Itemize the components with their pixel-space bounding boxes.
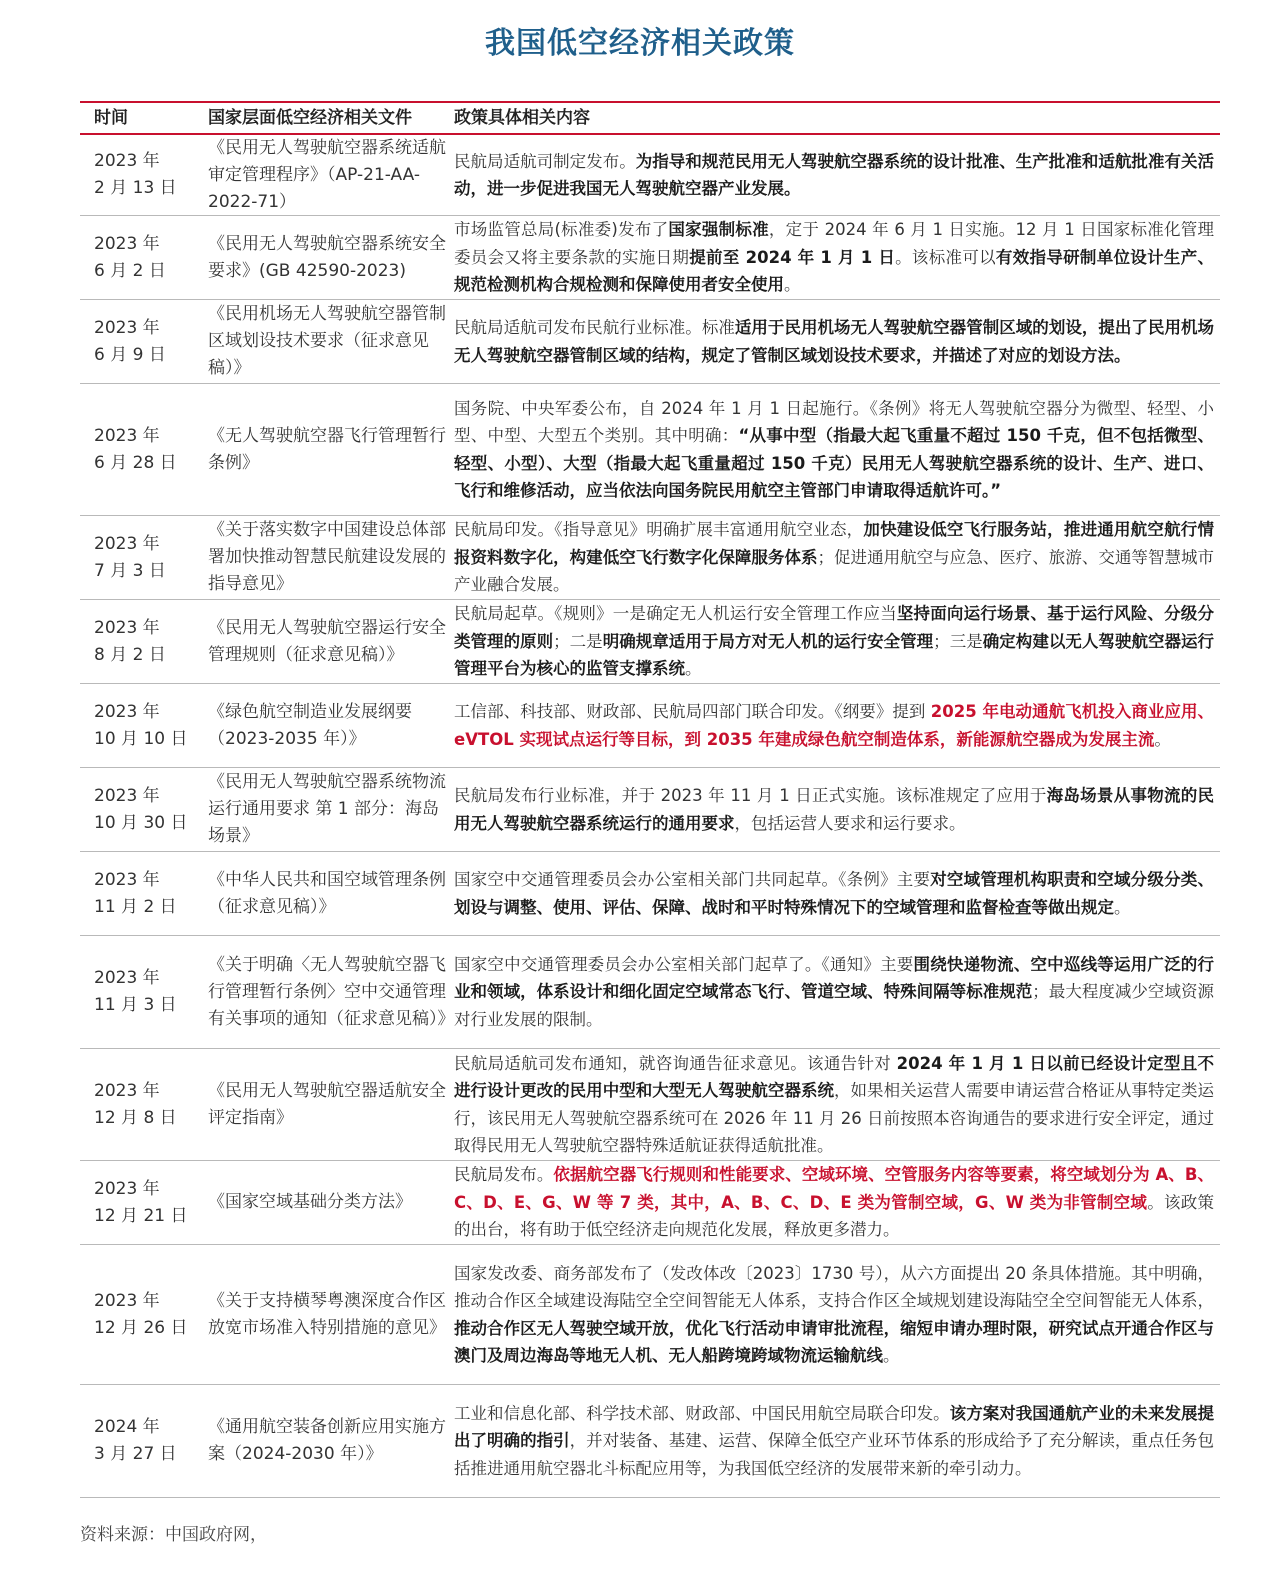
row-content [454,314,1220,369]
table-row [80,135,1220,216]
date-year: 2023 年 [94,968,160,988]
header-time: 时间 [94,108,128,128]
content-text: ；最大程度减少空域资源对行业发展的限制。 [454,982,1215,1029]
source-note: 资料来源：中国政府网， [80,1525,267,1545]
date-year: 2023 年 [94,869,160,890]
row-content [454,600,1220,683]
content-text: 民航局适航司发布民航行业标准。标准 [454,318,735,337]
date-day: 6 月 9 日 [94,344,166,365]
date-day: 10 月 30 日 [94,812,188,833]
date-day: 7 月 3 日 [94,560,166,581]
content-text: 民航局适航司发布通知，就咨询通告征求意见。该通告针对 [454,1053,897,1073]
page-title: 我国低空经济相关政策 [485,26,795,61]
row-document: 《通用航空装备创新应用实施方案（2024-2030 年）》 [208,1417,446,1464]
highlight-bold-text: 有效指导研制单位设计生产、规范检测机构合规检测和保障使用者安全使用 [454,247,1215,295]
content-text: ，如果相关运营人需要申请运营合格证从事特定类运行，该民用无人驾驶航空器系统可在 2026 年 11 月 26 日前按照本咨询通告的要求进行安全评定，通过取得民用无人驾驶航空器特殊适航证获得适航批准。 [454,1081,1215,1155]
highlight-red-text: 依据航空器飞行规则和性能要求、空域环境、空管服务内容等要素，将空域划分为 A、B、C、D、E、G、W 等 7 类，其中，A、B、C、D、E 类为管制空域，G、W 类为非管制空域 [454,1165,1215,1212]
row-content [454,866,1220,921]
content-text: 国家空中交通管理委员会办公室相关部门起草了。《通知》主要 [454,954,914,974]
row-document: 《关于支持横琴粤澳深度合作区放宽市场准入特别措施的意见》 [208,1290,446,1338]
highlight-bold-text: 确定构建以无人驾驶航空器运行管理平台为核心的监管支撑系统 [454,631,1215,679]
table-body [80,135,1220,1498]
date-year: 2023 年 [94,425,160,446]
table-row [80,1161,1220,1245]
table-row [80,600,1220,684]
content-text: 。 [883,1346,900,1365]
content-text: 民航局印发。《指导意见》明确扩展丰富通用航空业态， [454,520,864,540]
row-document: 《绿色航空制造业发展纲要（2023-2035 年）》 [208,701,412,749]
table-row [80,684,1220,768]
content-text: 国务院、中央军委公布，自 2024 年 1 月 1 日起施行。《条例》将无人驾驶航空器分为微型、轻型、小型、中型、大型五个类别。其中明确： [454,398,1214,445]
row-content [454,951,1220,1034]
date-day: 12 月 26 日 [94,1317,188,1338]
row-date [80,783,194,837]
row-date [80,1176,194,1230]
row-date [80,615,194,669]
row-document: 《民用无人驾驶航空器适航安全评定指南》 [208,1080,446,1128]
highlight-bold-text: 推动合作区无人驾驶空域开放，优化飞行活动申请审批流程，缩短申请办理时限，研究试点开通合作区与澳门及周边海岛等地无人机、无人船跨境跨域物流运输航线 [454,1318,1214,1365]
content-text: ；三是 [933,631,983,651]
table-row [80,768,1220,852]
date-year: 2023 年 [94,1290,160,1311]
policy-table [80,101,1220,1498]
row-date [80,315,194,369]
date-day: 8 月 2 日 [94,644,166,665]
highlight-bold-text: 围绕快递物流、空中巡线等运用广泛的行业和领域，体系设计和细化固定空域常态飞行、管道空域、特殊间隔等标准规范 [454,954,1215,1002]
date-year: 2023 年 [94,1080,160,1101]
date-year: 2023 年 [94,701,160,722]
date-day: 6 月 28 日 [94,452,177,473]
row-document: 《民用机场无人驾驶航空器管制区域划设技术要求（征求意见稿）》 [208,304,446,378]
highlight-bold-text: 提前至 2024 年 1 月 1 日 [689,247,896,267]
date-day: 2 月 13 日 [94,178,177,198]
date-year: 2023 年 [94,317,160,338]
header-content: 政策具体相关内容 [454,108,590,128]
date-year: 2023 年 [94,1178,160,1199]
date-year: 2024 年 [94,1417,160,1437]
content-text: 民航局发布行业标准，并于 2023 年 11 月 1 日正式实施。该标准规定了应用于 [454,786,1047,805]
row-date [80,867,194,921]
row-document: 《中华人民共和国空域管理条例（征求意见稿）》 [208,869,446,917]
table-row [80,300,1220,384]
date-day: 12 月 8 日 [94,1107,177,1128]
table-row [80,852,1220,936]
content-text: ；二是 [553,631,603,651]
row-content [454,148,1220,203]
row-date [80,423,194,477]
table-row [80,936,1220,1049]
content-text: 。 [1154,729,1171,749]
content-text: ，包括运营人要求和运行要求。 [734,813,966,833]
row-date [80,699,194,753]
date-year: 2023 年 [94,151,160,171]
row-date [80,148,194,202]
highlight-bold-text: 为指导和规范民用无人驾驶航空器系统的设计批准、生产批准和适航批准有关活动，进一步促进我国无人驾驶航空器产业发展。 [454,151,1215,198]
highlight-bold-text: 2024 年 1 月 1 日以前已经设计定型且不进行设计更改的民用中型和大型无人驾驶航空器系统 [454,1053,1215,1100]
content-text: 工信部、科技部、财政部、民航局四部门联合印发。《纲要》提到 [454,702,931,721]
table-header [80,103,1220,135]
header-document: 国家层面低空经济相关文件 [208,108,412,128]
row-document: 《民用无人驾驶航空器系统安全要求》(GB 42590-2023) [208,233,446,281]
row-date [80,531,194,585]
date-day: 11 月 3 日 [94,995,177,1015]
highlight-red-text: 2025 年电动通航飞机投入商业应用、eVTOL 实现试点运行等目标，到 2035 年建成绿色航空制造体系，新能源航空器成为发展主流 [454,702,1214,749]
date-day: 6 月 2 日 [94,260,166,281]
row-content [454,395,1220,505]
highlight-bold-text: 明确规章适用于局方对无人机的运行安全管理 [602,631,934,651]
highlight-bold-text: 国家强制标准 [668,220,769,240]
highlight-bold-text: “从事中型（指最大起飞重量不超过 150 千克，但不包括微型、轻型、小型）、大型（指最大起飞重量超过 150 千克）民用无人驾驶航空器系统的设计、生产、进口、飞行和维修活动，应当依法向国务院民用航空主管部门申请取得适航许可。” [454,426,1214,500]
table-row [80,1385,1220,1498]
date-year: 2023 年 [94,617,160,638]
row-content [454,1161,1220,1244]
highlight-bold-text: 对空域管理机构职责和空域分级分类、划设与调整、使用、评估、保障、战时和平时特殊情况下的空域管理和监督检查等做出规定 [454,870,1215,917]
content-text: 国家发改委、商务部发布了（发改体改〔2023〕1730 号），从六方面提出 20 条具体措施。其中明确，推动合作区全域建设海陆空全空间智能无人体系，支持合作区全域规划建设海陆空全空间智能无人体系， [454,1263,1214,1310]
row-content [454,216,1220,299]
content-text: ，并对装备、基建、运营、保障全低空产业环节体系的形成给予了充分解读，重点任务包括推进通用航空器北斗标配应用等，为我国低空经济的发展带来新的牵引动力。 [454,1431,1215,1478]
row-date [80,1414,194,1468]
row-document: 《民用无人驾驶航空器运行安全管理规则（征求意见稿）》 [208,617,446,665]
row-content [454,698,1220,753]
content-text: 。该政策的出台，将有助于低空经济走向规范化发展，释放更多潜力。 [454,1192,1214,1240]
date-day: 11 月 2 日 [94,896,177,917]
table-row [80,384,1220,516]
content-text: 。 [784,275,801,295]
content-text: ；促进通用航空与应急、医疗、旅游、交通等智慧城市产业融合发展。 [454,547,1215,595]
date-year: 2023 年 [94,785,160,806]
content-text: ，定于 2024 年 6 月 1 日实施。12 月 1 日国家标准化管理委员会又将主要条款的实施日期 [454,220,1215,267]
content-text: 民航局发布。 [454,1165,554,1185]
row-date [80,1078,194,1132]
table-row [80,1049,1220,1161]
row-content [454,1050,1220,1160]
date-day: 12 月 21 日 [94,1205,188,1226]
date-year: 2023 年 [94,533,160,554]
date-day: 3 月 27 日 [94,1444,177,1464]
row-document: 《无人驾驶航空器飞行管理暂行条例》 [208,425,446,473]
table-row [80,516,1220,600]
content-text: 国家空中交通管理委员会办公室相关部门共同起草。《条例》主要 [454,870,931,889]
highlight-bold-text: 该方案对我国通航产业的未来发展提出了明确的指引 [454,1403,1215,1451]
date-day: 10 月 10 日 [94,728,188,749]
highlight-bold-text: 加快建设低空飞行服务站，推进通用航空航行情报资料数字化，构建低空飞行数字化保障服务体系 [454,520,1215,567]
highlight-bold-text: 海岛场景从事物流的民用无人驾驶航空器系统运行的通用要求 [454,786,1214,833]
row-content [454,1400,1220,1483]
table-row [80,216,1220,300]
content-text: 民航局起草。《规则》一是确定无人机运行安全管理工作应当 [454,604,897,624]
row-document: 《国家空域基础分类方法》 [208,1192,412,1212]
highlight-bold-text: 坚持面向运行场景、基于运行风险、分级分类管理的原则 [454,604,1215,651]
content-text: 。该标准可以 [895,247,996,267]
table-row [80,1245,1220,1385]
date-year: 2023 年 [94,233,160,254]
content-text: 。 [1114,897,1131,917]
row-date [80,965,194,1019]
row-date [80,231,194,285]
row-document: 《民用无人驾驶航空器系统物流运行通用要求 第 1 部分：海岛场景》 [208,772,446,846]
content-text: 。 [685,659,702,679]
row-document: 《关于明确〈无人驾驶航空器飞行管理暂行条例〉空中交通管理有关事项的通知（征求意见稿）》 [208,954,455,1029]
row-date [80,1288,194,1342]
content-text: 民航局适航司制定发布。 [454,151,636,171]
highlight-bold-text: 适用于民用机场无人驾驶航空器管制区域的划设，提出了民用机场无人驾驶航空器管制区域的结构，规定了管制区域划设技术要求，并描述了对应的划设方法。 [454,318,1215,365]
row-content [454,1260,1220,1370]
content-text: 市场监管总局(标准委)发布了 [454,220,669,240]
row-document: 《民用无人驾驶航空器系统适航审定管理程序》（AP-21-AA-2022-71） [208,137,446,212]
content-text: 工业和信息化部、科学技术部、财政部、中国民用航空局联合印发。 [454,1403,950,1423]
row-document: 《关于落实数字中国建设总体部署加快推动智慧民航建设发展的指导意见》 [208,520,446,594]
row-content [454,782,1220,837]
row-content [454,516,1220,599]
